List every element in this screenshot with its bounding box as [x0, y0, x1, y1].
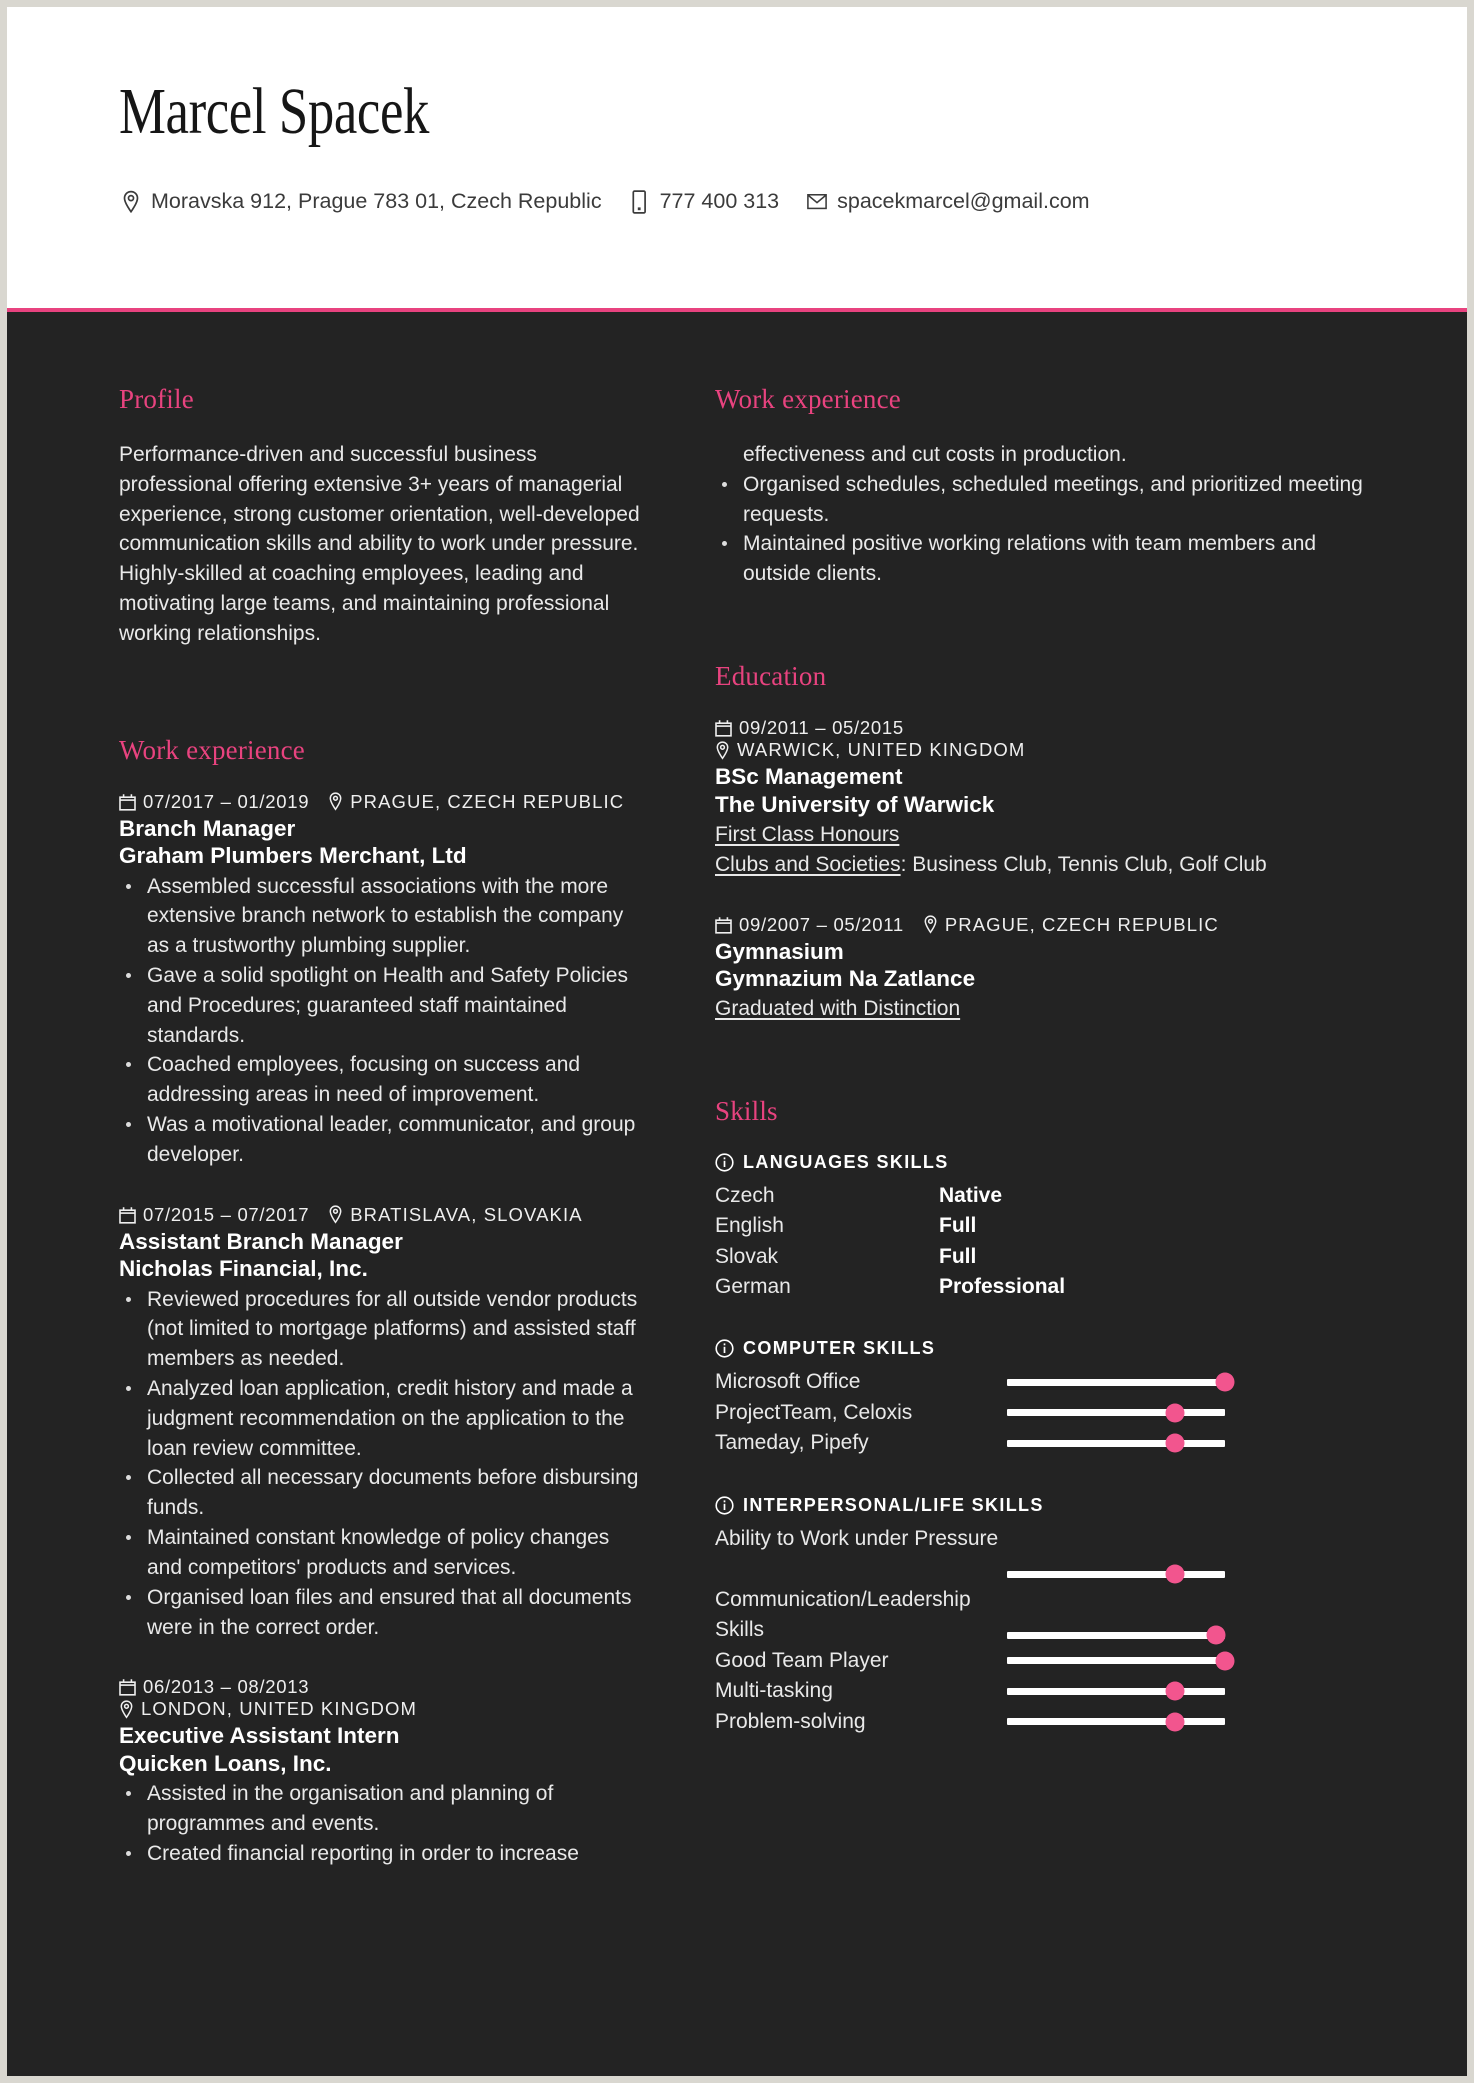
- skill-rating-slider[interactable]: [1007, 1585, 1371, 1646]
- contact-item-phone[interactable]: [630, 189, 780, 214]
- education-list: [715, 717, 1371, 1024]
- language-name: Czech: [715, 1184, 775, 1208]
- skill-rating-knob[interactable]: [1165, 1682, 1184, 1701]
- entry-location-chunk: [715, 739, 1025, 761]
- entry-location-chunk: [119, 1698, 417, 1720]
- job-bullet: Was a motivational leader, communicator, and group developer.: [119, 1110, 645, 1170]
- job-bullet: Coached employees, focusing on success and addressing areas in need of improvement.: [119, 1050, 645, 1110]
- skill-row: [715, 1524, 1371, 1585]
- job-bullet-list: [119, 1285, 645, 1643]
- education-school: The University of Warwick: [715, 791, 995, 817]
- skill-rating-knob[interactable]: [1216, 1651, 1235, 1670]
- language-row: [715, 1242, 1371, 1272]
- entry-meta: [119, 791, 645, 813]
- section-title-education: Education: [715, 661, 827, 692]
- entry-location: BRATISLAVA, SLOVAKIA: [350, 1203, 583, 1225]
- skill-row: [715, 1585, 1371, 1646]
- language-row: [715, 1211, 1371, 1241]
- entry-meta: [715, 914, 1371, 936]
- calendar-icon: [119, 1678, 136, 1696]
- skill-row: [715, 1646, 1371, 1677]
- pin-small-icon: [923, 915, 938, 934]
- entry-location: WARWICK, UNITED KINGDOM: [737, 739, 1026, 761]
- skill-rating-slider[interactable]: [1007, 1428, 1371, 1459]
- job-bullet: Created financial reporting in order to increase: [119, 1839, 645, 1869]
- job-bullet: Analyzed loan application, credit history and made a judgment recommendation on the application to the loan review committee.: [119, 1374, 645, 1463]
- job-organization: Quicken Loans, Inc.: [119, 1750, 332, 1776]
- pin-small-icon: [715, 741, 730, 760]
- skill-rating-knob[interactable]: [1216, 1373, 1235, 1392]
- skill-group: [715, 1495, 1371, 1738]
- skill-rating-slider[interactable]: [1007, 1676, 1371, 1707]
- section-title-skills: Skills: [715, 1096, 778, 1127]
- left-column: [7, 384, 697, 2076]
- job-bullet: Maintained constant knowledge of policy changes and competitors' products and services.: [119, 1523, 645, 1583]
- entry-date: 07/2017 – 01/2019: [143, 790, 310, 812]
- education-detail: First Class Honours: [715, 822, 900, 846]
- education-detail: Graduated with Distinction: [715, 997, 961, 1021]
- skill-group-label: COMPUTER SKILLS: [743, 1338, 936, 1359]
- skill-row: [715, 1707, 1371, 1738]
- contact-row: [121, 189, 1467, 214]
- contact-item-envelope[interactable]: [807, 189, 1089, 214]
- skill-rating-track: [1007, 1571, 1225, 1578]
- education-degree: Gymnasium: [715, 938, 844, 964]
- right-column: [697, 384, 1467, 2076]
- skill-name: Ability to Work under Pressure: [715, 1526, 999, 1550]
- work-experience-entry: [119, 1676, 645, 1868]
- resume-body: [7, 312, 1467, 2076]
- profile-text: [119, 440, 645, 649]
- education-detail: Clubs and Societies: Business Club, Tennis Club, Golf Club: [715, 852, 1267, 876]
- work-experience-list: [119, 791, 645, 1869]
- job-title: Executive Assistant Intern: [119, 1723, 400, 1749]
- location-pin-icon: [121, 190, 141, 214]
- entry-location: PRAGUE, CZECH REPUBLIC: [944, 913, 1219, 935]
- skill-rating-track: [1007, 1688, 1225, 1695]
- pin-small-icon: [119, 1700, 134, 1719]
- skill-group-label: LANGUAGES SKILLS: [743, 1152, 949, 1173]
- entry-location: LONDON, UNITED KINGDOM: [141, 1698, 418, 1720]
- job-organization: Graham Plumbers Merchant, Ltd: [119, 843, 467, 869]
- entry-date-chunk: [715, 914, 904, 936]
- info-circle-icon[interactable]: [715, 1496, 734, 1515]
- skill-rating-track: [1007, 1632, 1225, 1639]
- job-title: Assistant Branch Manager: [119, 1228, 403, 1254]
- skill-group-header: [715, 1152, 1371, 1173]
- skill-row: [715, 1676, 1371, 1707]
- entry-date: 07/2015 – 07/2017: [143, 1203, 310, 1225]
- skill-name: ProjectTeam, Celoxis: [715, 1400, 913, 1424]
- section-title-work-experience-left: Work experience: [119, 734, 305, 765]
- language-name: English: [715, 1214, 784, 1238]
- entry-location-chunk: [328, 791, 624, 813]
- language-level: Full: [939, 1244, 977, 1268]
- skill-row: [715, 1428, 1371, 1459]
- skill-rating-slider[interactable]: [1007, 1646, 1371, 1677]
- language-level: Professional: [939, 1274, 1066, 1298]
- skill-group: [715, 1152, 1371, 1302]
- job-bullet: Reviewed procedures for all outside vendor products (not limited to mortgage platforms) and assisted staff members as needed.: [119, 1285, 645, 1374]
- skill-rating-knob[interactable]: [1165, 1403, 1184, 1422]
- entry-date-chunk: [119, 1676, 645, 1698]
- skill-rating-knob[interactable]: [1207, 1626, 1226, 1645]
- skill-group-label: INTERPERSONAL/LIFE SKILLS: [743, 1494, 1044, 1515]
- job-organization: Nicholas Financial, Inc.: [119, 1256, 368, 1282]
- entry-meta: [119, 1204, 645, 1226]
- skill-name: Microsoft Office: [715, 1370, 861, 1394]
- job-bullet: Assembled successful associations with the more extensive branch network to establish the company as a trustworthy plumbing supplier.: [119, 872, 645, 961]
- entry-date: 09/2011 – 05/2015: [739, 717, 904, 739]
- profile-paragraph: Performance-driven and successful business professional offering extensive 3+ years of managerial experience, strong customer orientation, well-developed communication skills and ability to work under pressure.: [119, 443, 640, 556]
- contact-text: Moravska 912, Prague 783 01, Czech Republic: [151, 189, 602, 213]
- calendar-icon: [715, 719, 732, 737]
- section-title-profile: Profile: [119, 384, 194, 414]
- entry-date: 06/2013 – 08/2013: [143, 1676, 310, 1698]
- pin-small-icon: [328, 792, 343, 811]
- job-bullet: Assisted in the organisation and planning of programmes and events.: [119, 1779, 645, 1839]
- skill-rating-slider[interactable]: [1007, 1367, 1371, 1398]
- entry-date: 09/2007 – 05/2011: [739, 913, 904, 935]
- contact-item-location-pin[interactable]: [121, 189, 602, 214]
- entry-date-chunk: [119, 1204, 309, 1226]
- education-entry: [715, 914, 1371, 1025]
- skill-rating-track: [1007, 1440, 1225, 1447]
- entry-meta: [715, 717, 1371, 761]
- profile-paragraph: Highly-skilled at coaching employees, leading and motivating large teams, and maintaining professional working relationships.: [119, 562, 610, 645]
- contact-text: 777 400 313: [659, 189, 780, 213]
- skill-rating-knob[interactable]: [1165, 1565, 1184, 1584]
- entry-date-chunk: [119, 791, 309, 813]
- phone-icon: [630, 190, 650, 214]
- envelope-icon: [807, 190, 827, 214]
- entry-date-chunk: [715, 717, 1371, 739]
- calendar-icon: [119, 793, 136, 811]
- calendar-icon: [119, 1206, 136, 1224]
- work-continuation-bullets: [715, 440, 1371, 589]
- job-bullet: Organised schedules, scheduled meetings, and prioritized meeting requests.: [715, 470, 1371, 530]
- entry-location-chunk: [923, 914, 1219, 936]
- entry-meta: [119, 1676, 645, 1720]
- info-circle-icon[interactable]: [715, 1153, 734, 1172]
- skill-row: [715, 1367, 1371, 1398]
- skill-rating-knob[interactable]: [1165, 1712, 1184, 1731]
- education-entry: [715, 717, 1371, 880]
- resume-header: [7, 7, 1467, 312]
- skill-rating-track: [1007, 1379, 1225, 1386]
- language-level: Native: [939, 1184, 1003, 1208]
- language-level: Full: [939, 1214, 977, 1238]
- calendar-icon: [715, 916, 732, 934]
- job-bullet: Collected all necessary documents before disbursing funds.: [119, 1463, 645, 1523]
- skill-rating-track: [1007, 1409, 1225, 1416]
- language-name: German: [715, 1274, 791, 1298]
- skill-row: [715, 1398, 1371, 1429]
- job-bullet: Organised loan files and ensured that all documents were in the correct order.: [119, 1583, 645, 1643]
- skill-group-header: [715, 1338, 1371, 1359]
- skill-name: Communication/Leadership Skills: [715, 1587, 971, 1641]
- contact-text: spacekmarcel@gmail.com: [837, 189, 1090, 213]
- job-bullet-list: [119, 872, 645, 1170]
- skill-rating-knob[interactable]: [1165, 1434, 1184, 1453]
- skill-rating-track: [1007, 1657, 1225, 1664]
- skill-name: Tameday, Pipefy: [715, 1431, 869, 1455]
- education-school: Gymnazium Na Zatlance: [715, 966, 976, 991]
- section-title-work-experience-right: Work experience: [715, 384, 901, 414]
- skill-name: Good Team Player: [715, 1648, 889, 1672]
- skill-rating-slider[interactable]: [1007, 1707, 1371, 1738]
- entry-location: PRAGUE, CZECH REPUBLIC: [350, 790, 625, 812]
- pin-small-icon: [328, 1205, 343, 1224]
- skill-group-header: [715, 1495, 1371, 1516]
- language-name: Slovak: [715, 1244, 779, 1268]
- skill-group: [715, 1338, 1371, 1459]
- skill-rating-slider[interactable]: [1007, 1524, 1371, 1585]
- work-experience-continuation: [715, 440, 1371, 589]
- work-experience-entry: [119, 791, 645, 1170]
- skill-name: Multi-tasking: [715, 1679, 833, 1703]
- education-degree: BSc Management: [715, 764, 903, 790]
- info-circle-icon[interactable]: [715, 1339, 734, 1358]
- job-bullet: Gave a solid spotlight on Health and Safety Policies and Procedures; guaranteed staff maintained standards.: [119, 961, 645, 1050]
- entry-location-chunk: [328, 1204, 582, 1226]
- skills-list: [715, 1152, 1371, 1737]
- page-title: Marcel Spacek: [119, 75, 429, 148]
- skill-rating-slider[interactable]: [1007, 1398, 1371, 1429]
- skill-rating-track: [1007, 1718, 1225, 1725]
- language-row: [715, 1272, 1371, 1302]
- work-experience-entry: [119, 1204, 645, 1643]
- language-row: [715, 1181, 1371, 1211]
- skill-name: Problem-solving: [715, 1709, 866, 1733]
- job-bullet: Maintained positive working relations with team members and outside clients.: [715, 529, 1371, 589]
- job-title: Branch Manager: [119, 815, 296, 841]
- work-continuation-fragment: effectiveness and cut costs in production.: [743, 443, 1127, 466]
- job-bullet-list: [119, 1779, 645, 1868]
